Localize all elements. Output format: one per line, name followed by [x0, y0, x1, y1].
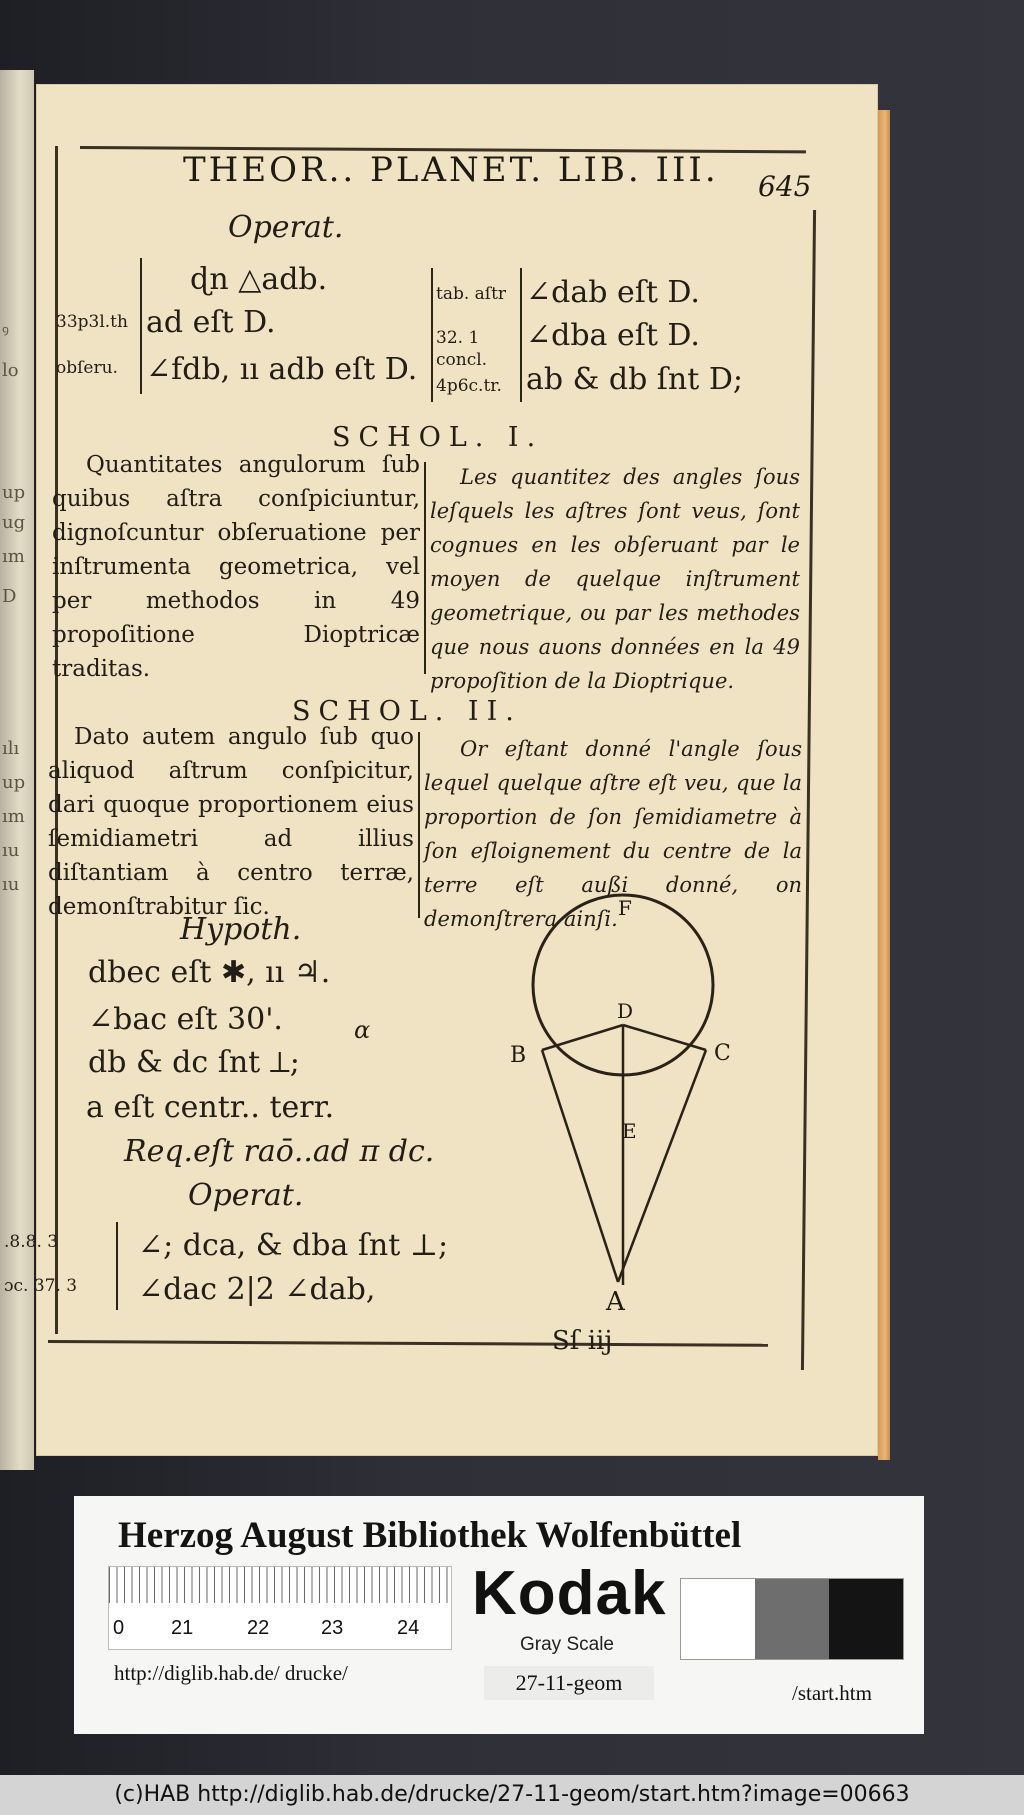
french-text: Or eſtant donné l'angle ſous lequel quelque aſtre eſt veu, que la proportion de ſon ſemidiametre à ſon eſloignement du centre de la terre eſt außi donné, on demonſtrera ainſi. [424, 737, 802, 931]
operat-ref: .8.8. 3 [4, 1232, 59, 1252]
gray-scale-label: Gray Scale [520, 1634, 614, 1655]
scale-number: 21 [171, 1617, 194, 1639]
scale-number: 0 [113, 1617, 125, 1639]
operat-ref: concl. [436, 350, 488, 370]
hypoth-line: db & dc ſnt ⟂; [88, 1045, 300, 1080]
operat-ref: obſeru. [56, 358, 118, 378]
kodak-logo: Kodak [472, 1559, 667, 1628]
operat-line: ∠fdb, ıı adb eſt D. [146, 352, 418, 387]
card-url: http://diglib.hab.de/ drucke/ [114, 1661, 348, 1685]
operat-line: ɖn △adb. [190, 262, 328, 297]
line-ca [618, 1050, 706, 1282]
margin-fragment: ug [2, 512, 26, 533]
latin-text: Quantitates angulorum ſub quibus aſtra conſpiciuntur, dignoſcuntur obſeruatione per inſtrumenta geometrica, vel per methodos in 49 propoſitione Dioptricæ traditas. [52, 452, 420, 682]
measuring-scale [108, 1566, 452, 1650]
page-number: 645 [758, 170, 812, 203]
operat-title: Operat. [188, 1178, 304, 1213]
operat-line: ∠dab eſt D. [526, 275, 700, 310]
hypoth-line: a eſt centr.. terr. [86, 1090, 335, 1125]
label-e: E [622, 1119, 637, 1143]
label-d: D [617, 999, 634, 1023]
scale-number: 24 [397, 1617, 420, 1639]
scale-number: 22 [247, 1617, 270, 1639]
label-c: C [714, 1041, 731, 1066]
hypoth-line: ∠bac eſt 30'. [88, 1002, 283, 1037]
operat-title: Operat. [228, 210, 344, 245]
latin-text: Dato autem angulo ſub quo aliquod aſtrum conſpicitur, dari quoque proportionem eius ſemidiametri ad illius diſtantiam à centro terræ, demonſtrabitur ſic. [48, 724, 414, 920]
margin-fragment: ıu [2, 874, 20, 895]
line-ba [542, 1050, 618, 1282]
margin-fragment: ılı [2, 738, 20, 759]
gray-swatch-mid [755, 1579, 829, 1659]
card-start-page: /start.htm [792, 1681, 872, 1705]
margin-fragment: ıu [2, 840, 20, 861]
geometry-figure [500, 890, 760, 1320]
operat-line: ∠dba eſt D. [526, 318, 700, 353]
operat-ref: 32. 1 [436, 328, 480, 348]
label-b: B [510, 1043, 527, 1068]
library-name: Herzog August Bibliothek Wolfenbüttel [118, 1515, 742, 1556]
margin-fragment: up [2, 482, 26, 503]
margin-fragment: ım [2, 546, 25, 567]
column-divider [418, 732, 420, 918]
operat-line: ad eſt D. [146, 305, 276, 340]
library-target-card [74, 1496, 924, 1734]
operat-ref: tab. aſtr [436, 284, 507, 304]
column-divider [520, 268, 522, 402]
column-divider [116, 1222, 118, 1310]
margin-fragment: lo [2, 360, 19, 381]
signature-mark: Sſ iij [552, 1326, 613, 1356]
gray-scale-strip [680, 1578, 904, 1660]
margin-fragment: ım [2, 806, 25, 827]
previous-page-edge [0, 70, 34, 1470]
copyright-footer: (c)HAB http://diglib.hab.de/drucke/27-11-geom/start.htm?image=00663 [0, 1775, 1024, 1815]
page-edge [878, 110, 890, 1460]
scale-number: 23 [321, 1617, 344, 1639]
section-heading: SCHOL. I. [332, 422, 544, 453]
scale-ticks [109, 1567, 451, 1603]
operat-line: ∠dac 2|2 ∠dab, [138, 1272, 376, 1307]
hypoth-title: Hypoth. [180, 912, 302, 947]
operat-ref: 33p3l.th [56, 312, 128, 332]
operat-line: ∠; dca, & dba ſnt ⊥; [138, 1228, 449, 1263]
gray-swatch-black [829, 1579, 903, 1659]
operat-line: ab & db ſnt D; [526, 362, 743, 397]
hypoth-line: dbec eſt ✱, ıı ♃. [88, 955, 331, 990]
column-divider [424, 462, 426, 674]
line-dc [623, 1025, 706, 1050]
marginal-alpha: α [354, 1016, 371, 1044]
column-divider [431, 268, 433, 402]
margin-fragment: D [2, 586, 17, 607]
hypoth-line: Req.eſt raō..ad π dc. [124, 1134, 435, 1169]
label-a: A [606, 1287, 625, 1317]
column-divider [140, 258, 142, 394]
card-id: 27-11-geom [484, 1666, 654, 1700]
section-heading: SCHOL. II. [292, 696, 522, 727]
margin-fragment: up [2, 772, 26, 793]
running-head: THEOR.. PLANET. LIB. III. [183, 150, 719, 190]
margin-fragment: ꝰ [2, 322, 9, 343]
gray-swatch-white [681, 1579, 755, 1659]
line-db [542, 1025, 623, 1050]
operat-ref: ɔc. 37. 3 [4, 1276, 78, 1296]
french-text: Les quantitez des angles ſous leſquels les aſtres ſont veus, ſont cognues en les obſeruant par le moyen de quelque inſtrument geometrique, ou par les methodes que nous auons données en la 49 propoſition de la Dioptrique. [430, 465, 800, 693]
label-f: F [618, 896, 632, 920]
operat-ref: 4p6c.tr. [436, 376, 502, 396]
